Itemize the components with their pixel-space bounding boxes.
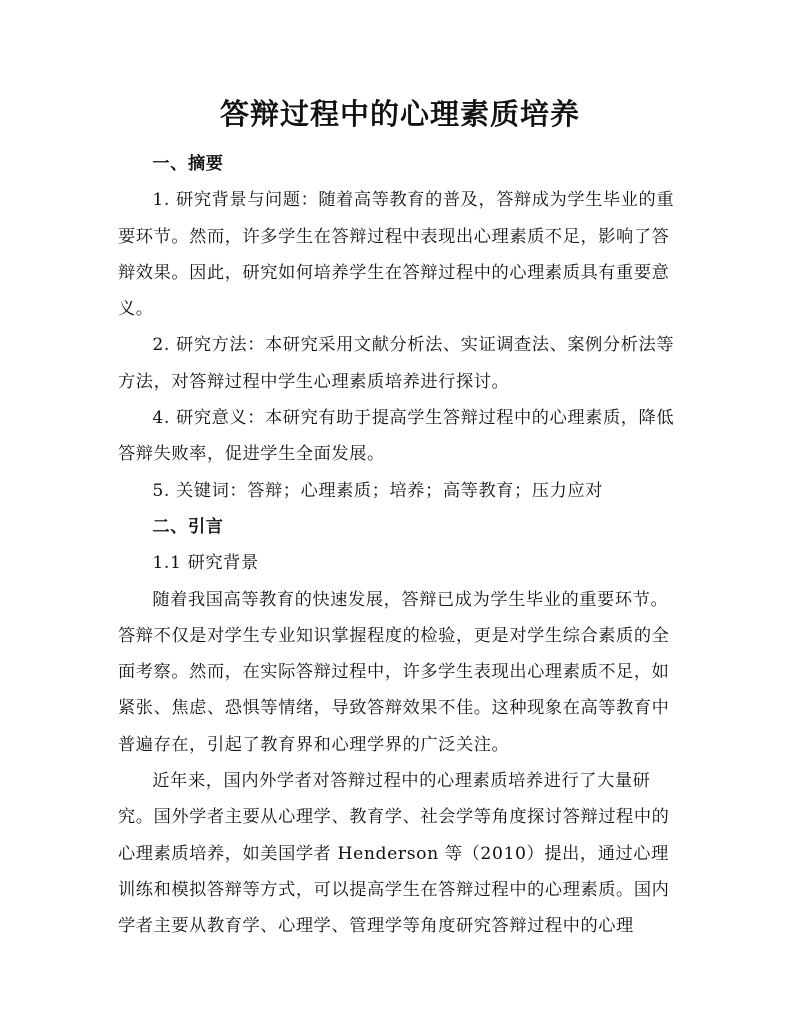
abstract-paragraph-methods: 2. 研究方法：本研究采用文献分析法、实证调查法、案例分析法等方法，对答辩过程中学生心理素质培养进行探讨。 — [118, 335, 675, 392]
abstract-paragraph-background: 1. 研究背景与问题：随着高等教育的普及，答辩成为学生毕业的重要环节。然而，许多学生在答辩过程中表现出心理素质不足，影响了答辩效果。因此，研究如何培养学生在答辩过程中的心理素质具有重要意义。 — [118, 190, 675, 320]
subsection-heading-background: 1.1 研究背景 — [152, 553, 259, 574]
document-body — [118, 146, 680, 945]
document-title: 答辩过程中的心理素质培养 — [219, 97, 580, 131]
section-heading-abstract: 一、摘要 — [152, 154, 224, 174]
section-heading-introduction: 二、引言 — [152, 516, 224, 537]
introduction-paragraph-1: 随着我国高等教育的快速发展，答辩已成为学生毕业的重要环节。答辩不仅是对学生专业知识掌握程度的检验，更是对学生综合素质的全面考察。然而，在实际答辩过程中，许多学生表现出心理素质不足，如紧张、焦虑、恐惧等情绪，导致答辩效果不佳。这种现象在高等教育中普遍存在，引起了教育界和心理学界的广泛关注。 — [118, 589, 670, 755]
introduction-paragraph-2: 近年来，国内外学者对答辩过程中的心理素质培养进行了大量研究。国外学者主要从心理学、教育学、社会学等角度探讨答辩过程中的心理素质培养，如美国学者 Henderson 等（2010）提出，通过心理训练和模拟答辩等方式，可以提高学生在答辩过程中的心理素质。国内学者主要从教育学、心理学、管理学等角度研究答辩过程中的心理 — [118, 771, 670, 937]
abstract-paragraph-keywords: 5. 关键词：答辩；心理素质；培养；高等教育；压力应对 — [152, 480, 603, 501]
abstract-paragraph-significance: 4. 研究意义：本研究有助于提高学生答辩过程中的心理素质，降低答辩失败率，促进学生全面发展。 — [118, 408, 675, 465]
